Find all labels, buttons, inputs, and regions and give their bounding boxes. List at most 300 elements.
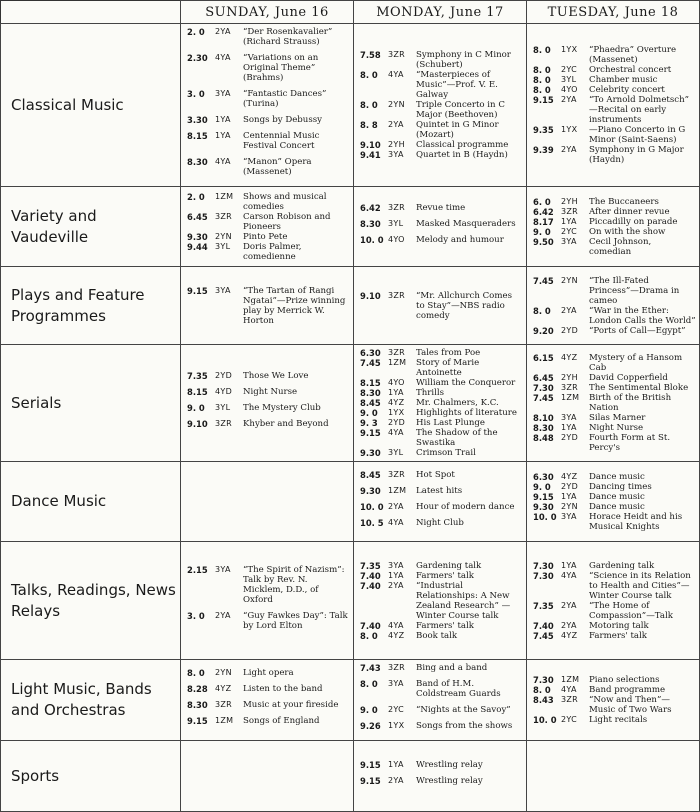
- entry-time: 9.44: [187, 241, 208, 252]
- program-entry: [533, 197, 696, 207]
- entry-program: Piccadilly on parade: [589, 216, 678, 227]
- entry-time: 9.15: [187, 716, 208, 726]
- program-entry: [533, 571, 696, 601]
- entry-time: 9.10: [360, 290, 381, 301]
- entry-program: The Mystery Club: [243, 403, 321, 413]
- entry-program: “The Home of Compassion”—Talk: [589, 600, 673, 621]
- entry-program: The Sentimental Bloke: [589, 383, 689, 393]
- program-entry: [360, 150, 523, 160]
- category-label: Serials: [1, 345, 181, 462]
- program-entry: [360, 388, 523, 398]
- entry-station: 3YL: [215, 241, 231, 251]
- program-entry: [533, 512, 696, 532]
- entry-program: Songs of England: [243, 716, 320, 726]
- entry-station: 4YD: [215, 387, 233, 396]
- entry-program: Celebrity concert: [589, 85, 665, 95]
- entry-station: 1YA: [388, 388, 404, 397]
- category-label: Variety and Vaudeville: [1, 187, 181, 267]
- entry-time: 9.10: [360, 140, 381, 150]
- entry-time: 9.10: [187, 419, 208, 429]
- entry-program: Thrills: [416, 388, 445, 398]
- entry-program: After dinner revue: [589, 206, 670, 217]
- entry-program: Tales from Poe: [416, 348, 481, 358]
- program-entry: [187, 387, 350, 397]
- entry-station: 2YC: [561, 65, 578, 74]
- entry-time: 9.15: [360, 776, 381, 786]
- program-entry: [360, 663, 523, 673]
- program-entry: [360, 140, 523, 150]
- entry-station: 1YA: [215, 115, 231, 124]
- entry-time: 8.45: [360, 398, 381, 408]
- entry-station: 2YN: [561, 275, 578, 285]
- program-entry: [360, 120, 523, 140]
- day-cell-monday: [354, 24, 527, 187]
- entry-program: Farmers' talk: [589, 630, 647, 641]
- program-entry: [360, 70, 523, 100]
- program-entry: [533, 621, 696, 631]
- entry-station: 2YC: [561, 226, 578, 236]
- entry-time: 10. 0: [533, 511, 557, 522]
- entry-program: “Now and Then”—Music of Two Wars: [589, 695, 672, 715]
- entry-program: Khyber and Beyond: [243, 419, 329, 429]
- entry-station: 2YD: [561, 325, 579, 335]
- program-entry: [533, 675, 696, 685]
- entry-program: Hour of modern dance: [416, 501, 515, 512]
- day-cell-monday: [354, 462, 527, 542]
- entry-station: 4YA: [388, 428, 404, 437]
- program-entry: [533, 433, 696, 453]
- entry-station: 3ZR: [561, 206, 579, 216]
- entry-program: “Nights at the Savoy”: [416, 705, 511, 715]
- program-entry: [533, 65, 696, 75]
- entry-time: 6.30: [533, 471, 554, 482]
- program-entry: [360, 581, 523, 621]
- program-entry: [360, 50, 523, 70]
- day-cell-tuesday: [527, 741, 700, 812]
- program-entry: [187, 27, 350, 47]
- day-cell-tuesday: [527, 345, 700, 462]
- program-entry: [187, 157, 350, 177]
- program-entry: [360, 621, 523, 631]
- entry-time: 6.30: [360, 348, 381, 358]
- entry-station: 2YD: [215, 371, 233, 380]
- entry-time: 7.35: [360, 560, 381, 571]
- entry-station: 2YN: [215, 231, 232, 241]
- entry-time: 9.30: [360, 485, 381, 496]
- entry-program: “Variations on an Original Theme” (Brahms): [243, 53, 319, 83]
- entry-program: Those We Love: [243, 371, 309, 381]
- entry-time: 7.30: [533, 383, 554, 393]
- program-entry: [360, 398, 523, 408]
- entry-station: 1YA: [561, 560, 577, 570]
- entry-station: 1ZM: [561, 393, 580, 402]
- entry-program: Mr. Chalmers, K.C.: [416, 398, 499, 408]
- entry-program: William the Conqueror: [416, 378, 516, 388]
- entry-time: 6. 0: [533, 196, 551, 207]
- program-entry: [360, 679, 523, 699]
- category-row: [1, 187, 700, 267]
- program-entry: [360, 631, 523, 641]
- entry-time: 7.58: [360, 50, 381, 60]
- entry-station: 1YX: [561, 45, 578, 54]
- entry-time: 7.40: [533, 620, 554, 631]
- entry-time: 9.26: [360, 721, 381, 731]
- entry-station: 2YN: [388, 100, 405, 109]
- entry-station: 2YA: [388, 776, 404, 785]
- program-entry: [187, 192, 350, 212]
- entry-program: Doris Palmer, comedienne: [243, 241, 302, 262]
- program-entry: [360, 448, 523, 458]
- entry-station: 3ZR: [388, 290, 406, 300]
- entry-station: 2YA: [561, 620, 577, 630]
- day-cell-sunday: [181, 462, 354, 542]
- day-cell-tuesday: [527, 187, 700, 267]
- entry-station: 2YN: [561, 501, 578, 511]
- entry-station: 4YA: [388, 620, 404, 630]
- entry-program: Gardening talk: [416, 560, 482, 571]
- entry-station: 2YA: [388, 120, 404, 129]
- program-entry: [360, 486, 523, 496]
- day-cell-monday: [354, 345, 527, 462]
- entry-time: 9.50: [533, 236, 554, 247]
- program-entry: [187, 286, 350, 326]
- program-entry: [533, 472, 696, 482]
- entry-time: 8.17: [533, 216, 554, 227]
- program-entry: [360, 428, 523, 448]
- entry-time: 9. 3: [360, 418, 378, 428]
- entry-station: 3YA: [388, 560, 404, 570]
- day-cell-sunday: [181, 660, 354, 741]
- entry-program: David Copperfield: [589, 373, 668, 383]
- entry-program: Chamber music: [589, 75, 658, 85]
- entry-time: 6.45: [533, 373, 554, 383]
- program-entry: [533, 423, 696, 433]
- program-entry: [533, 45, 696, 65]
- program-entry: [360, 378, 523, 388]
- program-entry: [533, 237, 696, 257]
- entry-station: 3YA: [388, 679, 404, 688]
- entry-program: Songs by Debussy: [243, 115, 323, 125]
- entry-program: Songs from the shows: [416, 721, 513, 731]
- entry-station: 3YL: [388, 218, 404, 228]
- entry-time: 3. 0: [187, 89, 205, 99]
- program-entry: [533, 413, 696, 423]
- category-label: Classical Music: [1, 24, 181, 187]
- program-entry: [360, 470, 523, 480]
- entry-time: 8.15: [187, 131, 208, 141]
- program-entry: [360, 348, 523, 358]
- entry-station: 4YA: [388, 70, 404, 79]
- entry-station: 2YH: [561, 373, 578, 382]
- entry-station: 2YA: [215, 610, 231, 620]
- program-entry: [187, 668, 350, 678]
- entry-station: 2YA: [561, 95, 577, 104]
- entry-program: —Piano Concerto in G Minor (Saint-Saens): [589, 125, 686, 145]
- entry-station: 3ZR: [561, 695, 579, 704]
- entry-program: “Der Rosenkavalier” (Richard Strauss): [243, 27, 333, 47]
- entry-program: Dancing times: [589, 481, 652, 492]
- entry-time: 10. 5: [360, 517, 384, 528]
- day-cell-tuesday: [527, 24, 700, 187]
- entry-station: 1YA: [388, 760, 404, 769]
- entry-program: Masked Masqueraders: [416, 218, 516, 229]
- entry-program: Farmers' talk: [416, 570, 474, 581]
- day-header-tuesday: TUESDAY, June 18: [527, 1, 700, 24]
- program-entry: [533, 95, 696, 125]
- entry-time: 8.48: [533, 433, 554, 443]
- entry-program: Wrestling relay: [416, 776, 483, 786]
- entry-station: 4YZ: [561, 630, 578, 640]
- entry-time: 7.45: [360, 358, 381, 368]
- program-entry: [360, 358, 523, 378]
- entry-program: “Guy Fawkes Day”: Talk by Lord Elton: [243, 610, 348, 631]
- entry-program: “Manon” Opera (Massenet): [243, 157, 312, 177]
- entry-station: 4YO: [388, 234, 405, 244]
- day-cell-monday: [354, 741, 527, 812]
- program-entry: [533, 685, 696, 695]
- category-row: [1, 345, 700, 462]
- entry-time: 8.10: [533, 413, 554, 423]
- entry-time: 7.45: [533, 275, 554, 286]
- entry-time: 9.30: [187, 231, 208, 242]
- entry-station: 3YA: [215, 89, 231, 98]
- entry-station: 4YA: [388, 517, 404, 527]
- entry-station: 3YL: [388, 448, 404, 457]
- entry-time: 7.30: [533, 560, 554, 571]
- program-entry: [533, 383, 696, 393]
- entry-program: “The Tartan of Rangi Ngatai”—Prize winning play by Merrick W. Horton: [243, 285, 346, 326]
- day-cell-tuesday: [527, 542, 700, 660]
- entry-station: 1YA: [561, 491, 577, 501]
- program-entry: [533, 326, 696, 336]
- entry-program: “Science in its Relation to Health and Cities”—Winter Course talk: [589, 570, 691, 601]
- entry-station: 2YA: [388, 501, 404, 511]
- entry-program: Revue time: [416, 202, 466, 213]
- entry-program: Mystery of a Hansom Cab: [589, 353, 683, 373]
- entry-program: Music at your fireside: [243, 700, 339, 710]
- entry-program: Latest hits: [416, 485, 463, 496]
- entry-program: Orchestral concert: [589, 65, 672, 75]
- entry-program: “Phaedra” Overture (Massenet): [589, 45, 677, 65]
- entry-time: 9.15: [187, 285, 208, 296]
- category-row: [1, 542, 700, 660]
- entry-station: 4YZ: [215, 684, 232, 693]
- entry-program: Carson Robison and Pioneers: [243, 211, 331, 232]
- entry-program: Fourth Form at St. Percy's: [589, 433, 671, 453]
- entry-station: 4YA: [215, 53, 231, 62]
- entry-station: 2YA: [215, 27, 231, 36]
- entry-program: “Ports of Call—Egypt”: [589, 325, 686, 336]
- entry-program: Night Club: [416, 517, 464, 528]
- entry-program: “War in the Ether: London Calls the World”: [589, 305, 696, 326]
- program-entry: [533, 502, 696, 512]
- entry-time: 9. 0: [533, 226, 551, 237]
- program-entry: [533, 393, 696, 413]
- program-grid-body: [1, 24, 700, 812]
- entry-program: Horace Heidt and his Musical Knights: [589, 511, 683, 532]
- entry-program: The Buccaneers: [589, 196, 659, 207]
- day-cell-sunday: [181, 345, 354, 462]
- entry-program: His Last Plunge: [416, 418, 485, 428]
- entry-station: 1ZM: [215, 716, 234, 725]
- entry-station: 2YC: [388, 705, 405, 714]
- entry-station: 3YL: [215, 403, 231, 412]
- entry-program: Band programme: [589, 685, 666, 695]
- program-entry: [533, 125, 696, 145]
- program-entry: [533, 276, 696, 306]
- category-row: [1, 24, 700, 187]
- entry-time: 10. 0: [360, 501, 384, 512]
- entry-station: 3YA: [561, 511, 577, 521]
- program-entry: [533, 631, 696, 641]
- entry-program: Night Nurse: [243, 387, 298, 397]
- entry-program: Crimson Trail: [416, 448, 476, 458]
- entry-time: 7.35: [533, 600, 554, 611]
- entry-time: 3. 0: [187, 610, 205, 621]
- entry-time: 6.42: [533, 206, 554, 217]
- entry-time: 2.30: [187, 53, 208, 63]
- program-entry: [533, 353, 696, 373]
- program-entry: [533, 715, 696, 725]
- entry-station: 2YD: [561, 481, 579, 491]
- entry-station: 4YO: [561, 85, 578, 94]
- entry-station: 2YA: [561, 145, 577, 154]
- day-cell-monday: [354, 187, 527, 267]
- entry-program: “Masterpieces of Music”—Prof. V. E. Galway: [416, 70, 498, 100]
- program-entry: [187, 131, 350, 151]
- program-entry: [533, 145, 696, 165]
- day-cell-tuesday: [527, 462, 700, 542]
- entry-station: 4YO: [388, 378, 405, 387]
- program-entry: [187, 700, 350, 710]
- program-entry: [360, 100, 523, 120]
- entry-time: 10. 0: [360, 234, 384, 245]
- category-label: Talks, Readings, News Relays: [1, 542, 181, 660]
- entry-station: 1ZM: [388, 485, 407, 495]
- entry-station: 3ZR: [561, 383, 579, 392]
- entry-time: 8.28: [187, 684, 208, 694]
- entry-station: 3YA: [561, 236, 577, 246]
- entry-time: 2. 0: [187, 27, 205, 37]
- entry-time: 8.30: [187, 157, 208, 167]
- day-cell-monday: [354, 542, 527, 660]
- entry-time: 9.35: [533, 125, 554, 135]
- category-row: [1, 267, 700, 345]
- entry-time: 7.43: [360, 663, 381, 673]
- program-entry: [187, 212, 350, 232]
- program-entry: [187, 611, 350, 631]
- entry-time: 8.30: [360, 388, 381, 398]
- program-entry: [187, 53, 350, 83]
- program-entry: [533, 695, 696, 715]
- entry-program: Pinto Pete: [243, 231, 288, 242]
- entry-station: 2YA: [388, 580, 404, 590]
- entry-program: Listen to the band: [243, 684, 323, 694]
- entry-time: 8. 0: [360, 630, 378, 641]
- day-header-row: [1, 1, 700, 24]
- entry-program: Motoring talk: [589, 620, 649, 631]
- entry-station: 2YN: [215, 668, 232, 677]
- entry-station: 1YA: [561, 216, 577, 226]
- program-entry: [360, 418, 523, 428]
- entry-time: 7.40: [360, 620, 381, 631]
- entry-station: 3ZR: [215, 211, 233, 221]
- category-label: Sports: [1, 741, 181, 812]
- entry-time: 9.20: [533, 325, 554, 336]
- entry-program: “The Ill-Fated Princess”—Drama in cameo: [589, 275, 680, 306]
- entry-time: 7.40: [360, 570, 381, 581]
- entry-program: Light recitals: [589, 715, 648, 725]
- day-cell-tuesday: [527, 660, 700, 741]
- entry-time: 9. 0: [360, 408, 378, 418]
- entry-program: “To Arnold Dolmetsch” —Recital on early instruments: [589, 95, 690, 125]
- entry-time: 9.15: [533, 95, 554, 105]
- entry-time: 9.30: [360, 448, 381, 458]
- program-entry: [533, 482, 696, 492]
- entry-time: 10. 0: [533, 715, 557, 725]
- entry-program: Dance music: [589, 491, 645, 502]
- entry-time: 9.15: [360, 760, 381, 770]
- program-entry: [360, 561, 523, 571]
- entry-time: 3.30: [187, 115, 208, 125]
- day-cell-monday: [354, 267, 527, 345]
- program-entry: [187, 684, 350, 694]
- entry-station: 2YA: [561, 600, 577, 610]
- entry-station: 3ZR: [215, 700, 233, 709]
- program-entry: [360, 518, 523, 528]
- category-row: [1, 660, 700, 741]
- category-label: Light Music, Bands and Orchestras: [1, 660, 181, 741]
- program-entry: [533, 207, 696, 217]
- entry-time: 9. 0: [533, 481, 551, 492]
- entry-program: Bing and a band: [416, 663, 488, 673]
- entry-station: 4YA: [215, 157, 231, 166]
- entry-station: 3YA: [388, 150, 404, 159]
- program-entry: [533, 227, 696, 237]
- entry-station: 1YX: [561, 125, 578, 134]
- program-entry: [360, 705, 523, 715]
- program-entry: [360, 235, 523, 245]
- entry-time: 8. 0: [360, 100, 378, 110]
- program-entry: [360, 203, 523, 213]
- entry-time: 8. 0: [533, 685, 551, 695]
- program-entry: [533, 75, 696, 85]
- entry-time: 8.30: [360, 218, 381, 229]
- entry-program: Dance music: [589, 471, 645, 482]
- entry-time: 8. 0: [533, 85, 551, 95]
- entry-program: Night Nurse: [589, 423, 644, 433]
- day-header-monday: MONDAY, June 17: [354, 1, 527, 24]
- entry-station: 3YA: [561, 413, 577, 422]
- entry-station: 2YH: [388, 140, 405, 149]
- entry-program: Band of H.M. Coldstream Guards: [416, 679, 501, 699]
- entry-program: The Shadow of the Swastika: [416, 428, 498, 448]
- entry-station: 4YA: [561, 685, 577, 694]
- entry-station: 2YA: [561, 305, 577, 315]
- entry-program: Quintet in G Minor (Mozart): [416, 120, 499, 140]
- entry-station: 2YD: [388, 418, 406, 427]
- entry-time: 8.15: [360, 378, 381, 388]
- entry-program: Wrestling relay: [416, 760, 483, 770]
- entry-program: Triple Concerto in C Major (Beethoven): [416, 100, 505, 120]
- entry-time: 6.45: [187, 211, 208, 222]
- entry-station: 2YH: [561, 196, 578, 206]
- program-entry: [187, 232, 350, 242]
- entry-program: Dance music: [589, 501, 645, 512]
- entry-time: 8.43: [533, 695, 554, 705]
- program-entry: [360, 408, 523, 418]
- entry-program: “Industrial Relationships: A New Zealand Research” — Winter Course talk: [416, 580, 511, 621]
